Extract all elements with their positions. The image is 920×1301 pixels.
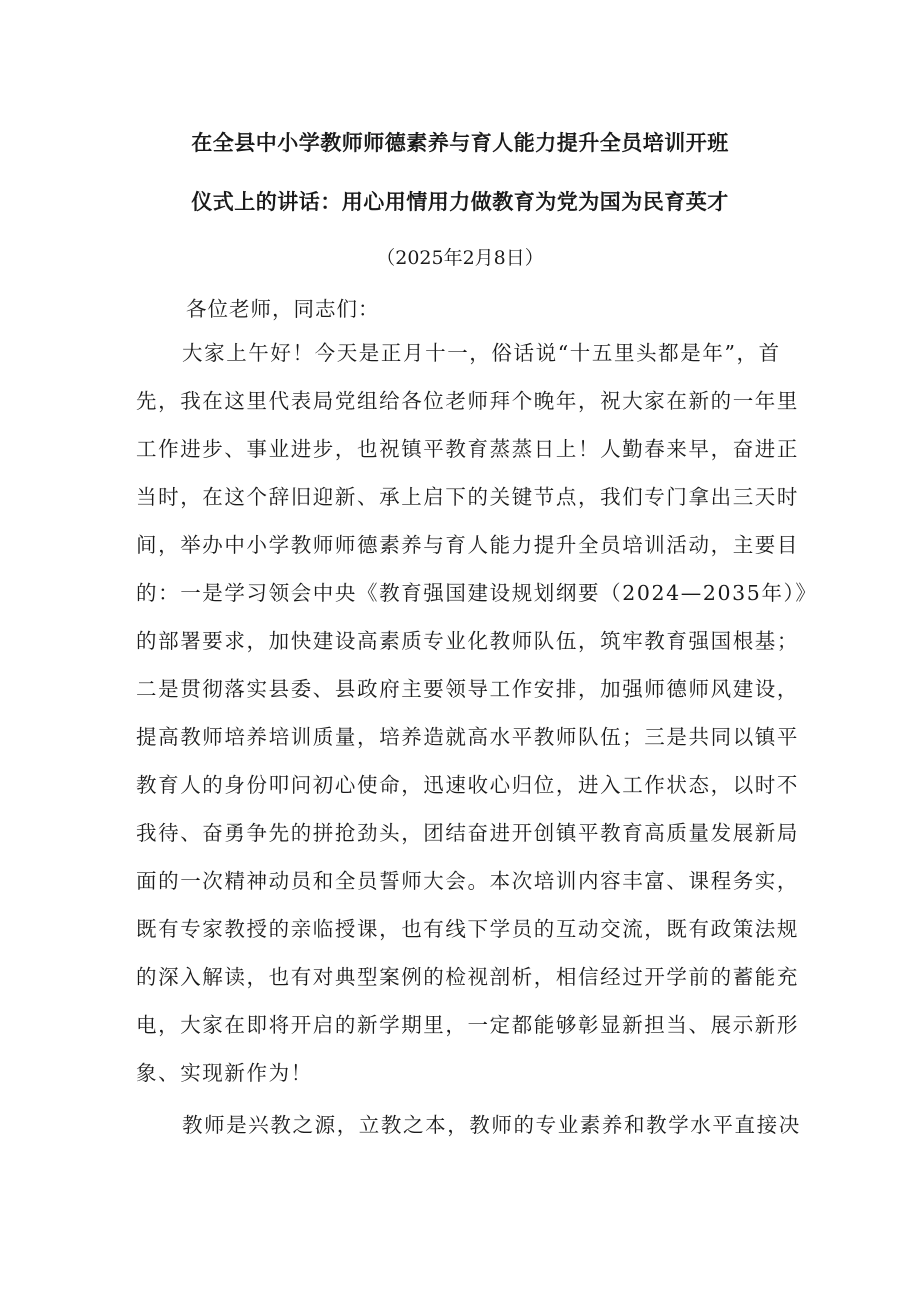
paragraph-line: 提高教师培养培训质量，培养造就高水平教师队伍；三是共同以镇平 bbox=[136, 725, 799, 749]
paragraph-line: 象、实现新作为！ bbox=[136, 1061, 313, 1085]
paragraph-line: 大家上午好！今天是正月十一，俗话说“十五里头都是年”，首 bbox=[182, 341, 781, 365]
paragraph-line: 当时，在这个辞旧迎新、承上启下的关键节点，我们专门拿出三天时 bbox=[136, 485, 799, 509]
paragraph-line: 的：一是学习领会中央《教育强国建设规划纲要（2024—2035年）》 bbox=[136, 581, 818, 605]
paragraph-line: 面的一次精神动员和全员誓师大会。本次培训内容丰富、课程务实， bbox=[136, 869, 799, 893]
paragraph-line: 的深入解读，也有对典型案例的检视剖析，相信经过开学前的蓄能充 bbox=[136, 965, 799, 989]
paragraph-line: 先，我在这里代表局党组给各位老师拜个晚年，祝大家在新的一年里 bbox=[136, 389, 799, 413]
salutation: 各位老师，同志们： bbox=[186, 297, 380, 321]
paragraph-line: 教育人的身份叩问初心使命，迅速收心归位，进入工作状态，以时不 bbox=[136, 773, 799, 797]
document-date: （2025年2月8日） bbox=[376, 247, 544, 269]
paragraph-line: 间，举办中小学教师师德素养与育人能力提升全员培训活动，主要目 bbox=[136, 533, 799, 557]
paragraph-line: 电，大家在即将开启的新学期里，一定都能够彰显新担当、展示新形 bbox=[136, 1013, 799, 1037]
document-title-line-2: 仪式上的讲话：用心用情用力做教育为党为国为民育英才 bbox=[191, 189, 729, 214]
document-title-line-1: 在全县中小学教师师德素养与育人能力提升全员培训开班 bbox=[191, 130, 729, 155]
paragraph-line: 我待、奋勇争先的拼抢劲头，团结奋进开创镇平教育高质量发展新局 bbox=[136, 821, 799, 845]
paragraph-line: 教师是兴教之源，立教之本，教师的专业素养和教学水平直接决 bbox=[182, 1113, 801, 1137]
paragraph-line: 的部署要求，加快建设高素质专业化教师队伍，筑牢教育强国根基； bbox=[136, 629, 799, 653]
paragraph-line: 既有专家教授的亲临授课，也有线下学员的互动交流，既有政策法规 bbox=[136, 917, 799, 941]
paragraph-line: 二是贯彻落实县委、县政府主要领导工作安排，加强师德师风建设， bbox=[136, 677, 799, 701]
paragraph-line: 工作进步、事业进步，也祝镇平教育蒸蒸日上！人勤春来早，奋进正 bbox=[136, 437, 799, 461]
